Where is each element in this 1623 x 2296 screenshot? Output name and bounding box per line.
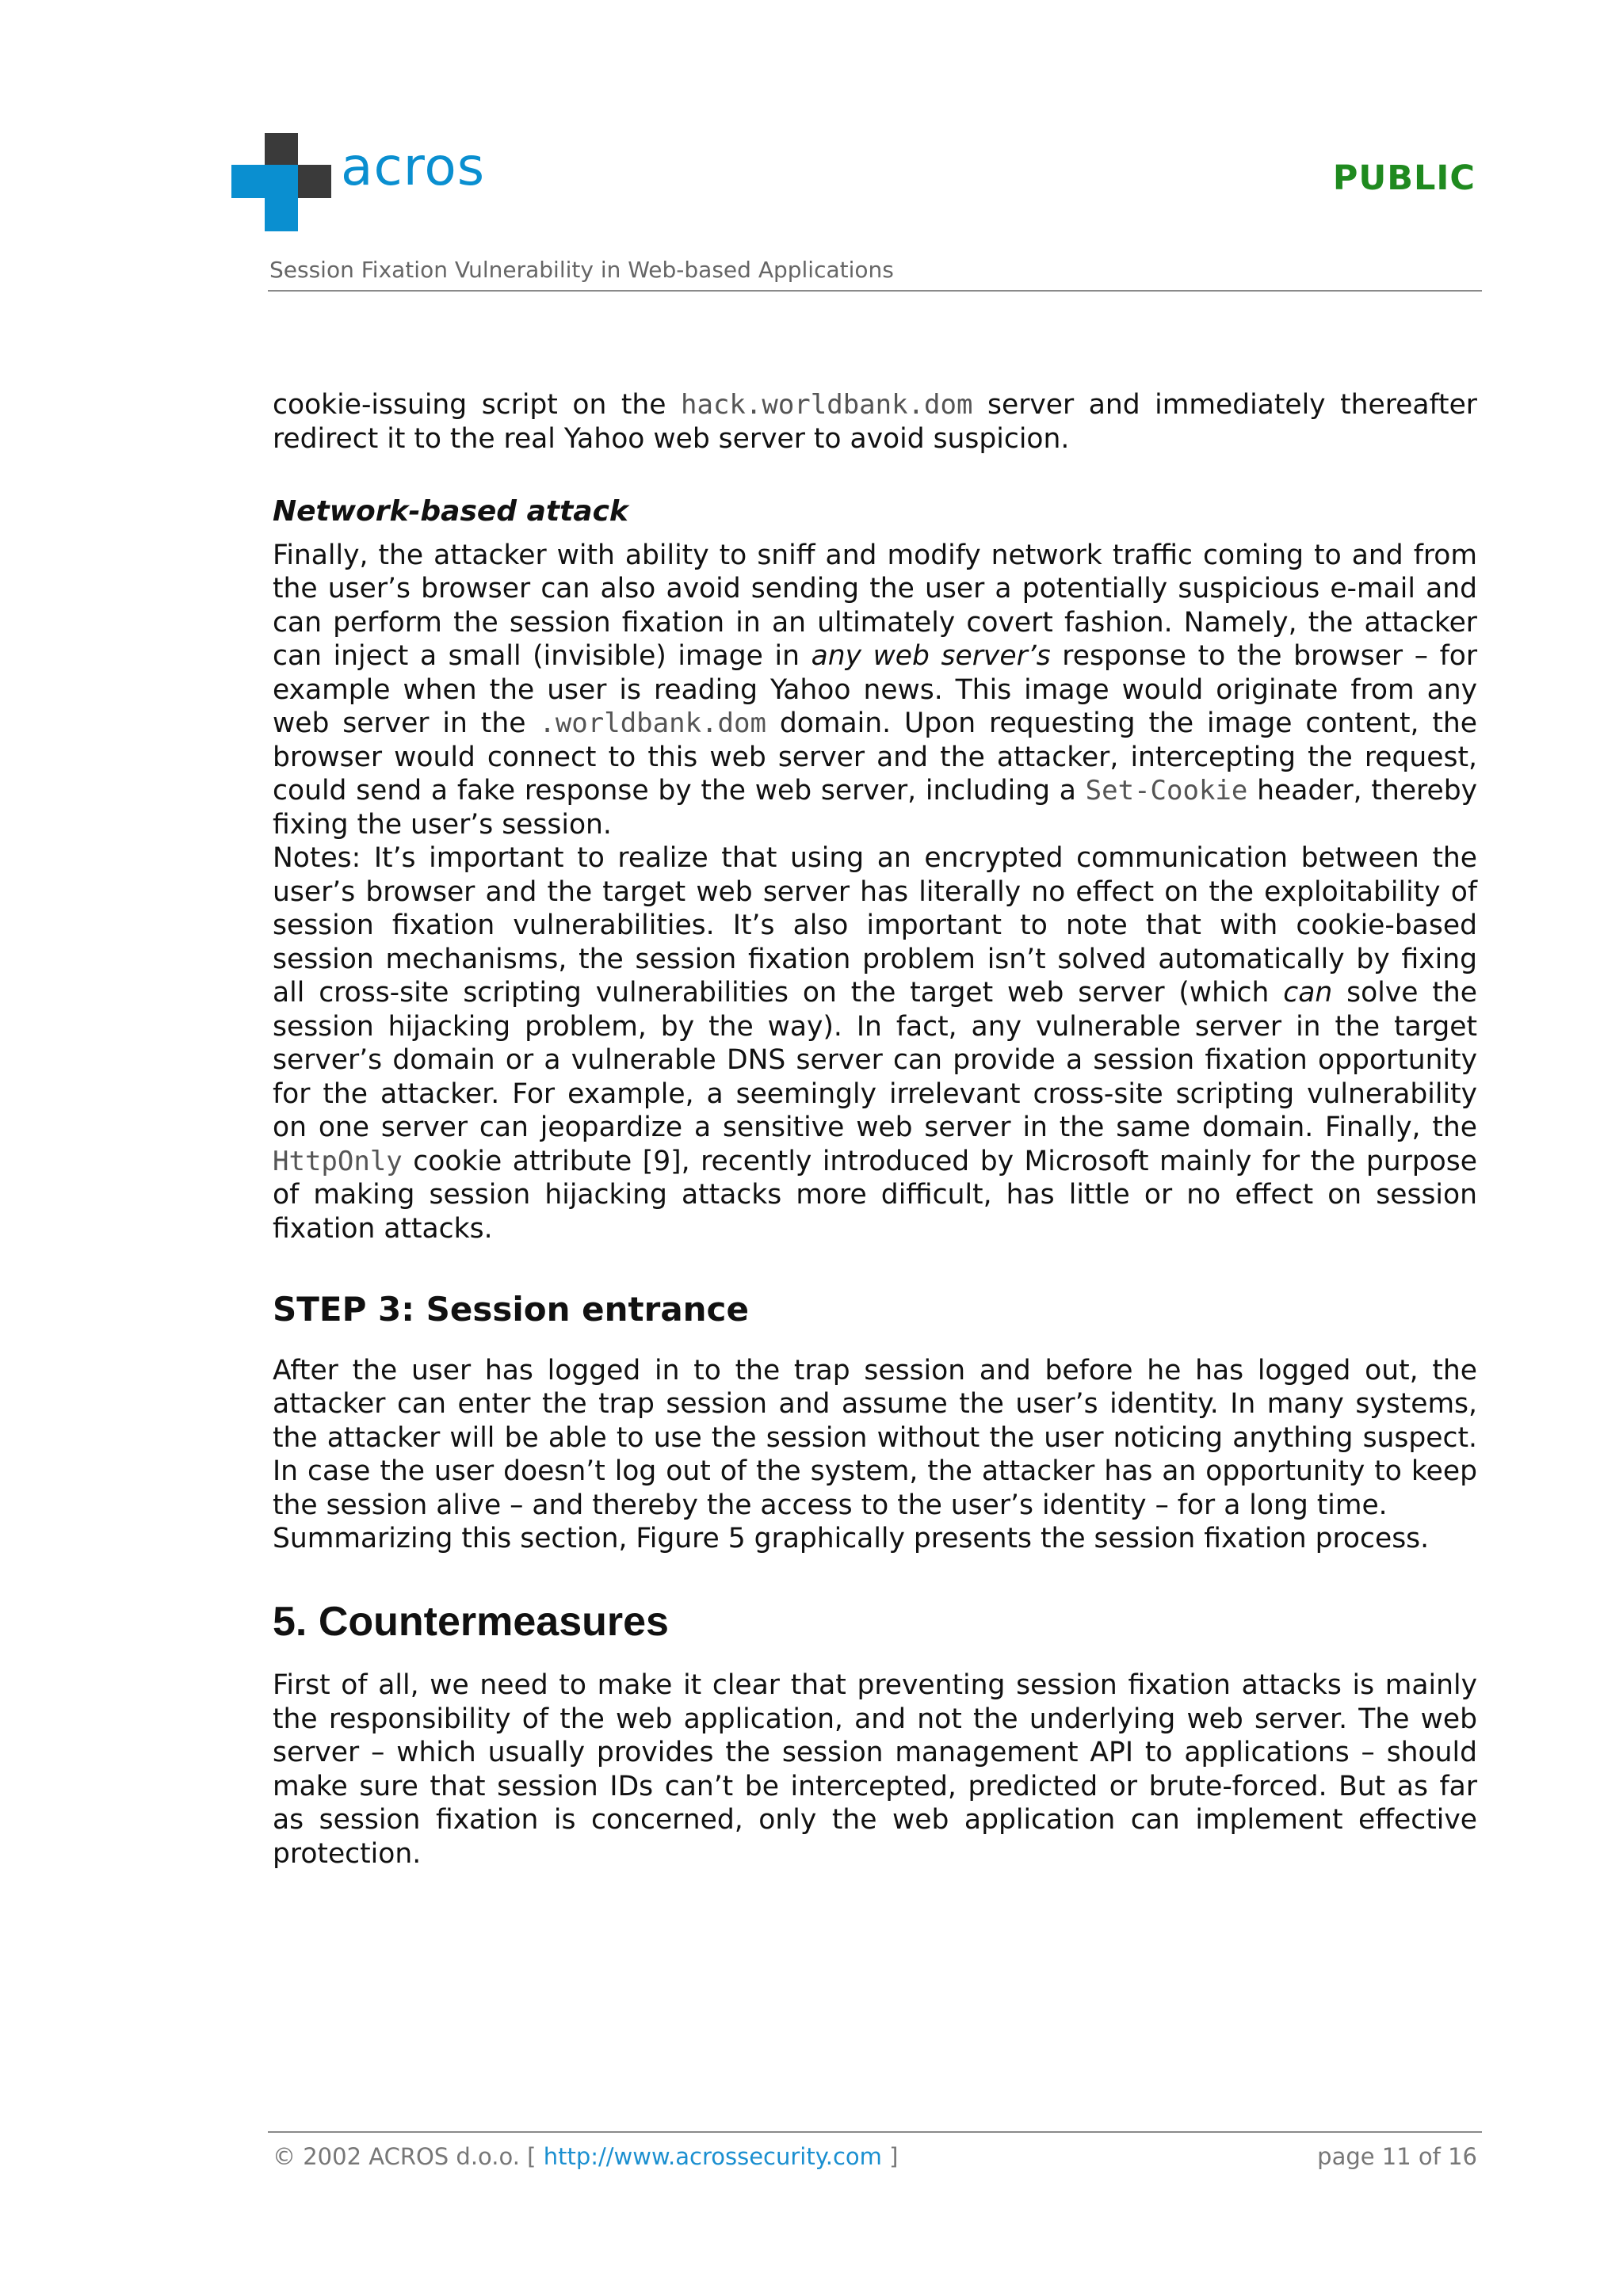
code-hostname: hack.worldbank.dom [681, 389, 973, 421]
heading-network-attack: Network-based attack [273, 495, 628, 528]
heading-step3: STEP 3: Session entrance [273, 1290, 749, 1329]
page-content [273, 388, 1477, 1871]
logo-wordmark: acros [341, 136, 486, 197]
acros-cross-icon [231, 133, 334, 231]
footer-divider [268, 2131, 1482, 2133]
paragraph-countermeasures: First of all, we need to make it clear that preventing session fixation attacks is mainly the responsibility of the web application, and not the underlying web server. The web server – which usually provides the session management API to applications – should make sure that session IDs can’t be intercepted, predicted or brute-forced. But as far as session fixation is concerned, only the web application can implement effective protection. [273, 1669, 1477, 1870]
paragraph-cookie-script: cookie-issuing script on the hack.worldbank.dom server and immediately thereafter redirect it to the real Yahoo web server to avoid suspicion. [273, 389, 1477, 455]
code-set-cookie: Set-Cookie [1085, 775, 1248, 807]
paragraph-network-attack: Finally, the attacker with ability to sniff and modify network traffic coming to and from the user’s browser can also avoid sending the user a potentially suspicious e-mail and can perform the session fixation in an ultimately covert fashion. Namely, the attacker can inject a small (invisible) image in any web server’s response to the browser – for example when the user is reading Yahoo news. This image would originate from any web server in the .worldbank.dom domain. Upon requesting the image content, the browser would connect to this web server and the attacker, intercepting the request, could send a fake response by the web server, including a Set-Cookie header, thereby fixing the user’s session. [273, 539, 1478, 841]
paragraph-session-entrance: After the user has logged in to the trap session and before he has logged out, the attacker can enter the trap session and assume the user’s identity. In many systems, the attacker will be able to use the session without the user noticing anything suspect. In case the user doesn’t log out of the system, the attacker has an opportunity to keep the session alive – and thereby the access to the user’s identity – for a long time. [273, 1354, 1477, 1521]
header-divider [268, 290, 1482, 292]
code-domain: .worldbank.dom [539, 707, 766, 739]
classification-label: PUBLIC [1332, 158, 1476, 198]
footer-link[interactable]: http://www.acrossecurity.com [543, 2143, 882, 2170]
heading-countermeasures: 5. Countermeasures [273, 1598, 669, 1645]
paragraph-summary: Summarizing this section, Figure 5 graphically presents the session fixation process. [273, 1523, 1430, 1554]
paragraph-notes: Notes: It’s important to realize that using an encrypted communication between the user’s browser and the target web server has literally no effect on the exploitability of session fixation vulnerabilities. It’s also important to note that with cookie-based session mechanisms, the session fixation problem isn’t solved automatically by fixing all cross-site scripting vulnerabilities on the target web server (which can solve the session hijacking problem, by the way). In fact, any vulnerable server in the target server’s domain or a vulnerable DNS server can provide a session fixation opportunity for the attacker. For example, a seemingly irrelevant cross-site scripting vulnerability on one server can jeopardize a sensitive web server in the same domain. Finally, the HttpOnly cookie attribute [9], recently introduced by Microsoft mainly for the purpose of making session hijacking attacks more difficult, has little or no effect on session fixation attacks. [273, 842, 1477, 1245]
acros-logo [231, 133, 501, 231]
document-subtitle: Session Fixation Vulnerability in Web-based Applications [269, 257, 894, 283]
code-httponly: HttpOnly [273, 1145, 403, 1177]
page-number: page 11 of 16 [1317, 2143, 1477, 2170]
footer-copyright: © 2002 ACROS d.o.o. [ http://www.acrossecurity.com ] [273, 2143, 899, 2170]
